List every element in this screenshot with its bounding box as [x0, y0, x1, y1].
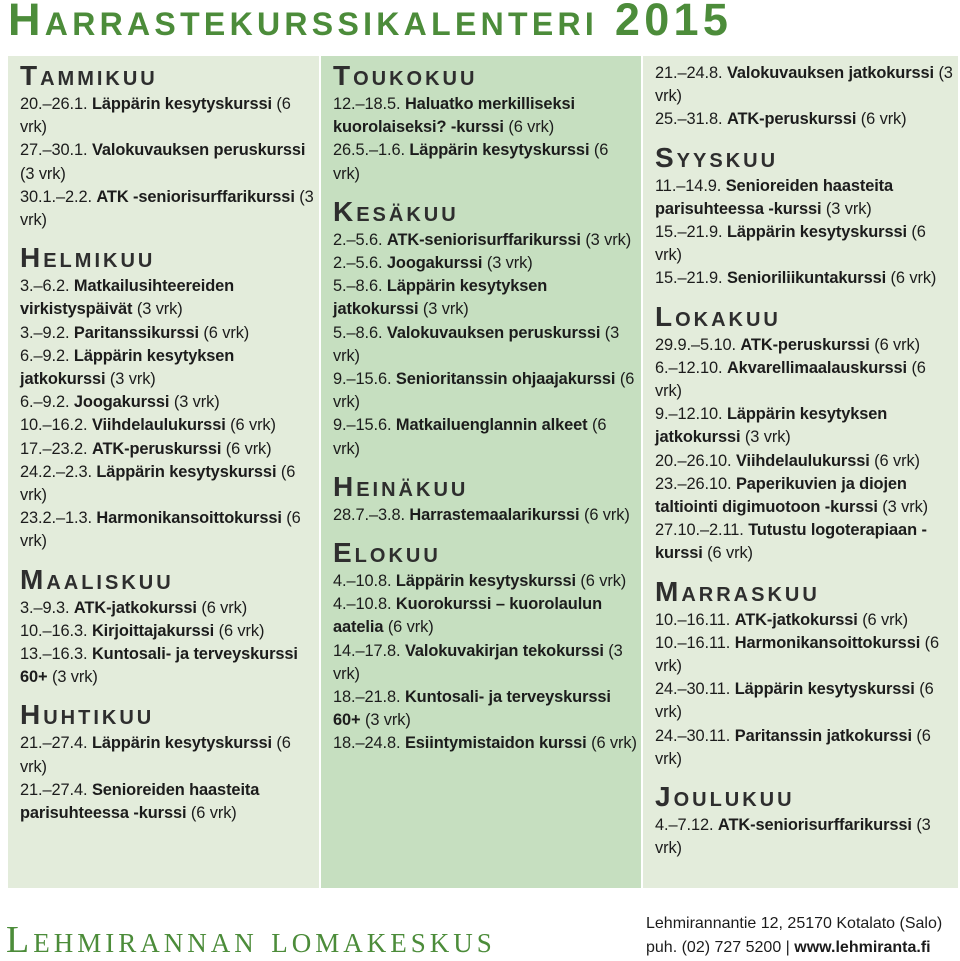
month-heading: Kesäkuu	[333, 195, 459, 227]
course-item	[20, 507, 315, 553]
course-title: ATK-jatkokurssi	[73, 598, 197, 617]
course-title: Kuorokurssi – kuorolaulun aatelia	[333, 595, 602, 637]
month-heading: Lokakuu	[655, 300, 781, 332]
course-item	[655, 221, 954, 267]
course-item	[655, 609, 954, 632]
phone-number: puh. (02) 727 5200	[646, 939, 782, 956]
course-duration: (3 vrk)	[422, 300, 469, 319]
course-item	[333, 570, 637, 593]
course-title: Haluatko merkilliseksi kuorolaiseksi? -kurssi	[333, 95, 575, 137]
course-dates: 5.–8.6.	[333, 323, 383, 342]
course-dates: 24.–30.11.	[655, 680, 731, 699]
course-dates: 30.1.–2.2.	[20, 187, 92, 206]
course-title: Kuntosali- ja terveyskurssi 60+	[20, 645, 298, 687]
course-item	[20, 643, 315, 689]
calendar-column-1	[8, 56, 319, 888]
course-dates: 18.–21.8.	[333, 688, 401, 707]
course-duration: (6 vrk)	[655, 680, 934, 722]
course-title: Läppärin kesytyksen jatkokurssi	[655, 405, 888, 447]
footer-brand-name: Lehmirannan lomakeskus	[6, 919, 496, 961]
course-duration: (3 vrk)	[486, 254, 533, 273]
course-dates: 27.10.–2.11.	[655, 521, 744, 540]
course-dates: 12.–18.5.	[333, 95, 401, 113]
course-item	[333, 229, 637, 252]
course-title: Matkailuenglannin alkeet	[395, 416, 588, 435]
website-link[interactable]: www.lehmiranta.fi	[794, 939, 931, 956]
course-title: Läppärin kesytyskurssi	[726, 223, 907, 242]
course-dates: 24.2.–2.3.	[20, 462, 92, 481]
course-item	[20, 322, 315, 345]
course-duration: (3 vrk)	[109, 370, 156, 389]
course-item	[20, 93, 315, 139]
course-dates: 23.2.–1.3.	[20, 509, 92, 528]
course-title: ATK-seniorisurffarikurssi	[386, 230, 581, 249]
course-title: Senioreiden haasteita parisuhteessa -kurssi	[20, 780, 260, 823]
course-duration: (6 vrk)	[707, 544, 753, 563]
course-item	[655, 450, 954, 473]
course-item	[20, 139, 315, 185]
course-dates: 10.–16.2.	[20, 416, 88, 435]
course-duration: (6 vrk)	[20, 95, 291, 137]
course-duration: (6 vrk)	[655, 223, 926, 265]
course-item	[655, 108, 954, 131]
month-heading: Tammikuu	[20, 60, 158, 91]
course-duration: (6 vrk)	[874, 335, 920, 354]
course-item	[655, 267, 954, 290]
course-title: Valokuvauksen peruskurssi	[91, 141, 306, 160]
course-title: ATK-seniorisurffarikurssi	[717, 816, 912, 835]
course-title: Läppärin kesytyksen jatkokurssi	[333, 277, 548, 319]
course-duration: (6 vrk)	[20, 509, 301, 551]
course-dates: 11.–14.9.	[655, 176, 722, 195]
course-item	[655, 814, 954, 860]
course-duration: (6 vrk)	[508, 118, 555, 137]
course-title: Matkailusihteereiden virkistyspäivät	[20, 277, 235, 319]
course-dates: 4.–10.8.	[333, 572, 392, 591]
course-item	[333, 139, 637, 185]
course-duration: (6 vrk)	[860, 110, 907, 129]
course-title: Paperikuvien ja diojen taltiointi digimuotoon -kurssi	[655, 474, 907, 517]
course-item	[20, 461, 315, 507]
course-duration: (6 vrk)	[890, 269, 937, 288]
course-duration: (6 vrk)	[201, 598, 248, 617]
course-title: Viihdelaulukurssi	[91, 416, 226, 435]
course-duration: (6 vrk)	[203, 323, 250, 342]
course-dates: 29.9.–5.10.	[655, 335, 736, 354]
course-duration: (6 vrk)	[580, 572, 627, 591]
course-title: Akvarellimaalauskurssi	[726, 358, 907, 377]
course-dates: 5.–8.6.	[333, 277, 383, 296]
course-dates: 6.–9.2.	[20, 346, 70, 365]
course-title: Läppärin kesytyskurssi	[409, 141, 590, 160]
course-item	[333, 93, 637, 139]
course-title: ATK-peruskurssi	[740, 335, 870, 354]
course-item	[655, 632, 954, 678]
course-item	[20, 438, 315, 461]
month-heading: Maaliskuu	[20, 563, 174, 595]
course-item	[333, 368, 637, 414]
month-heading: Joulukuu	[655, 781, 795, 813]
course-dates: 3.–9.3.	[20, 598, 70, 617]
course-item	[333, 275, 637, 321]
month-heading: Elokuu	[333, 537, 441, 569]
month-heading: Helmikuu	[20, 242, 156, 274]
course-dates: 9.–12.10.	[655, 405, 723, 424]
course-dates: 6.–9.2.	[20, 393, 70, 412]
course-dates: 28.7.–3.8.	[333, 505, 405, 524]
course-duration: (6 vrk)	[333, 141, 609, 183]
course-title: ATK -seniorisurffarikurssi	[96, 187, 295, 206]
course-dates: 10.–16.11.	[655, 633, 731, 652]
course-item	[333, 686, 637, 732]
course-dates: 27.–30.1.	[20, 141, 88, 160]
course-dates: 6.–12.10.	[655, 358, 723, 377]
course-duration: (6 vrk)	[333, 416, 607, 458]
course-item	[333, 593, 637, 639]
course-title: Läppärin kesytyskurssi	[734, 680, 915, 699]
course-title: Viihdelaulukurssi	[735, 451, 870, 470]
course-item	[20, 732, 315, 778]
course-duration: (6 vrk)	[225, 439, 272, 458]
course-duration: (3 vrk)	[655, 64, 953, 106]
phone-web-line	[646, 936, 952, 960]
course-duration: (6 vrk)	[583, 505, 630, 524]
course-duration: (6 vrk)	[333, 370, 635, 412]
course-dates: 20.–26.10.	[655, 451, 732, 470]
course-duration: (6 vrk)	[218, 621, 265, 640]
course-dates: 2.–5.6.	[333, 230, 383, 249]
address-line: Lehmirannantie 12, 25170 Kotalato (Salo)	[646, 915, 943, 932]
course-duration: (6 vrk)	[655, 726, 931, 768]
course-item	[20, 345, 315, 391]
course-title: Valokuvauksen jatkokurssi	[726, 64, 934, 82]
course-dates: 17.–23.2.	[20, 439, 88, 458]
course-item	[655, 175, 954, 221]
month-heading: Syyskuu	[655, 141, 779, 173]
calendar-column-3	[643, 56, 958, 888]
month-heading: Marraskuu	[655, 575, 820, 607]
course-title: Läppärin kesytyskurssi	[91, 734, 272, 753]
course-item	[20, 391, 315, 414]
course-dates: 21.–27.4.	[20, 734, 88, 753]
course-dates: 13.–16.3.	[20, 645, 88, 664]
course-title: Kirjoittajakurssi	[91, 621, 215, 640]
course-title: Harrastemaalarikurssi	[409, 505, 580, 524]
course-item	[333, 732, 637, 755]
course-duration: (6 vrk)	[20, 734, 291, 776]
course-title: Tutustu logoterapiaan -kurssi	[655, 521, 927, 563]
course-item	[20, 275, 315, 321]
course-dates: 20.–26.1.	[20, 95, 88, 113]
course-item	[655, 62, 954, 108]
month-heading: Toukokuu	[333, 60, 478, 91]
course-duration: (3 vrk)	[333, 323, 620, 365]
course-duration: (6 vrk)	[20, 462, 296, 505]
course-duration: (6 vrk)	[190, 804, 237, 823]
course-title: Joogakurssi	[73, 393, 170, 412]
course-dates: 4.–10.8.	[333, 595, 392, 614]
course-title: Paritanssikurssi	[73, 323, 199, 342]
course-item	[20, 186, 315, 232]
course-item	[20, 620, 315, 643]
course-item	[655, 473, 954, 519]
course-duration: (6 vrk)	[591, 734, 637, 753]
course-dates: 25.–31.8.	[655, 110, 723, 129]
course-dates: 23.–26.10.	[655, 474, 732, 493]
course-title: Läppärin kesytyskurssi	[395, 572, 576, 591]
course-item	[333, 252, 637, 275]
course-dates: 24.–30.11.	[655, 726, 731, 745]
course-title: Paritanssin jatkokurssi	[734, 726, 912, 745]
course-title: ATK-jatkokurssi	[734, 610, 858, 629]
course-title: Senioreiden haasteita parisuhteessa -kurssi	[655, 176, 894, 218]
course-duration: (6 vrk)	[874, 451, 920, 470]
course-duration: (3 vrk)	[333, 641, 623, 683]
course-duration: (6 vrk)	[655, 633, 940, 676]
course-duration: (3 vrk)	[173, 393, 220, 412]
course-item	[333, 504, 637, 527]
month-heading: Heinäkuu	[333, 470, 469, 502]
contact-info	[646, 912, 952, 960]
course-title: Joogakurssi	[386, 254, 483, 273]
course-item	[333, 640, 637, 686]
course-title: Kuntosali- ja terveyskurssi 60+	[333, 688, 611, 730]
course-title: Läppärin kesytyskurssi	[96, 462, 277, 481]
course-duration: (3 vrk)	[20, 187, 314, 230]
course-dates: 10.–16.11.	[655, 610, 731, 629]
course-item	[655, 357, 954, 403]
course-duration: (3 vrk)	[744, 428, 791, 447]
course-item	[20, 597, 315, 620]
course-dates: 15.–21.9.	[655, 223, 723, 242]
course-duration: (3 vrk)	[655, 816, 931, 858]
course-title: Valokuvakirjan tekokurssi	[404, 641, 604, 660]
course-duration: (3 vrk)	[825, 199, 872, 218]
course-item	[20, 779, 315, 825]
course-title: Läppärin kesytyskurssi	[91, 95, 272, 113]
course-duration: (6 vrk)	[230, 416, 276, 435]
month-heading: Huhtikuu	[20, 699, 155, 731]
course-title: Harmonikansoittokurssi	[734, 633, 921, 652]
course-duration: (3 vrk)	[364, 711, 411, 730]
course-duration: (3 vrk)	[882, 498, 929, 517]
course-dates: 15.–21.9.	[655, 269, 723, 288]
page-title: Harrastekurssikalenteri 2015	[8, 0, 733, 45]
course-title: Harmonikansoittokurssi	[96, 509, 282, 528]
course-duration: (3 vrk)	[51, 668, 98, 687]
course-item	[20, 414, 315, 437]
course-title: Senioriliikuntakurssi	[726, 269, 887, 288]
course-item	[655, 334, 954, 357]
course-dates: 2.–5.6.	[333, 254, 383, 273]
course-title: Valokuvauksen peruskurssi	[386, 323, 601, 342]
course-item	[655, 519, 954, 565]
course-dates: 4.–7.12.	[655, 816, 714, 835]
course-dates: 3.–6.2.	[20, 277, 70, 296]
course-title: ATK-peruskurssi	[91, 439, 222, 458]
course-dates: 14.–17.8.	[333, 641, 401, 660]
course-duration: (6 vrk)	[655, 358, 926, 401]
course-title: Läppärin kesytyksen jatkokurssi	[20, 346, 235, 389]
course-dates: 9.–15.6.	[333, 370, 392, 389]
course-duration: (3 vrk)	[20, 164, 66, 183]
calendar-column-2	[321, 56, 641, 888]
course-item	[655, 725, 954, 771]
course-item	[333, 414, 637, 460]
course-title: Esiintymistaidon kurssi	[404, 734, 587, 753]
course-title: ATK-peruskurssi	[726, 110, 857, 129]
course-dates: 3.–9.2.	[20, 323, 70, 342]
course-duration: (6 vrk)	[862, 610, 908, 629]
course-dates: 9.–15.6.	[333, 416, 392, 435]
course-duration: (3 vrk)	[585, 230, 632, 249]
course-title: Senioritanssin ohjaajakurssi	[395, 370, 616, 389]
course-duration: (3 vrk)	[136, 300, 183, 319]
course-dates: 18.–24.8.	[333, 734, 401, 753]
course-duration: (6 vrk)	[387, 618, 434, 637]
course-item	[333, 322, 637, 368]
course-dates: 10.–16.3.	[20, 621, 88, 640]
course-dates: 21.–24.8.	[655, 64, 723, 82]
separator: |	[785, 939, 790, 956]
course-item	[655, 403, 954, 449]
course-dates: 26.5.–1.6.	[333, 141, 405, 160]
course-item	[655, 678, 954, 724]
course-dates: 21.–27.4.	[20, 780, 88, 799]
